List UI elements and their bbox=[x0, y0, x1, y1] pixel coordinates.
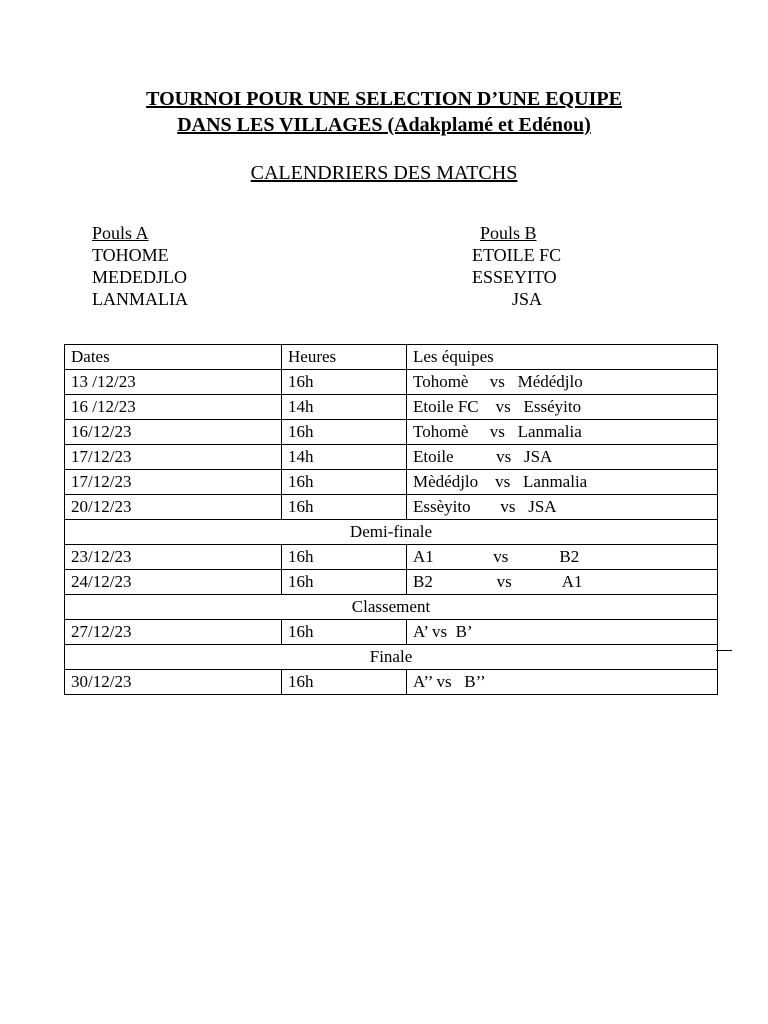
pool-b-team: ETOILE FC bbox=[472, 245, 562, 265]
pool-b bbox=[472, 222, 561, 310]
header-dates: Dates bbox=[65, 345, 282, 370]
pool-a-team: LANMALIA bbox=[92, 289, 188, 309]
cell-match: Tohomè vs Médédjlo bbox=[407, 370, 718, 395]
table-row bbox=[65, 495, 718, 520]
cell-date: 23/12/23 bbox=[65, 545, 282, 570]
cell-time: 16h bbox=[282, 545, 407, 570]
phase-finale: Finale bbox=[65, 645, 718, 670]
header-heures: Heures bbox=[282, 345, 407, 370]
pool-b-team: ESSEYITO bbox=[472, 267, 557, 287]
pool-a-label: Pouls A bbox=[92, 223, 149, 243]
schedule-table bbox=[64, 344, 718, 695]
cell-time: 16h bbox=[282, 470, 407, 495]
cell-match: Mèdédjlo vs Lanmalia bbox=[407, 470, 718, 495]
header-equipes: Les équipes bbox=[407, 345, 718, 370]
cell-date: 13 /12/23 bbox=[65, 370, 282, 395]
table-border-stub bbox=[716, 650, 732, 651]
cell-match: A’ vs B’ bbox=[407, 620, 718, 645]
cell-time: 16h bbox=[282, 620, 407, 645]
phase-row bbox=[65, 645, 718, 670]
pool-b-label: Pouls B bbox=[480, 223, 537, 243]
cell-match: Etoile vs JSA bbox=[407, 445, 718, 470]
cell-time: 16h bbox=[282, 570, 407, 595]
pool-a-team: TOHOME bbox=[92, 245, 169, 265]
table-header-row bbox=[65, 345, 718, 370]
phase-classement: Classement bbox=[65, 595, 718, 620]
cell-time: 16h bbox=[282, 420, 407, 445]
table-row bbox=[65, 670, 718, 695]
phase-row bbox=[65, 520, 718, 545]
table-row bbox=[65, 570, 718, 595]
table-row bbox=[65, 445, 718, 470]
cell-match: Essèyito vs JSA bbox=[407, 495, 718, 520]
cell-match: Etoile FC vs Esséyito bbox=[407, 395, 718, 420]
cell-time: 16h bbox=[282, 495, 407, 520]
phase-demi-finale: Demi-finale bbox=[65, 520, 718, 545]
pool-a-team: MEDEDJLO bbox=[92, 267, 187, 287]
cell-time: 16h bbox=[282, 370, 407, 395]
cell-time: 14h bbox=[282, 445, 407, 470]
cell-match: A’’ vs B’’ bbox=[407, 670, 718, 695]
cell-date: 24/12/23 bbox=[65, 570, 282, 595]
table-row bbox=[65, 395, 718, 420]
cell-time: 14h bbox=[282, 395, 407, 420]
cell-date: 16 /12/23 bbox=[65, 395, 282, 420]
cell-date: 20/12/23 bbox=[65, 495, 282, 520]
pool-b-team: JSA bbox=[512, 289, 543, 309]
phase-row bbox=[65, 595, 718, 620]
cell-date: 16/12/23 bbox=[65, 420, 282, 445]
table-row bbox=[65, 470, 718, 495]
document-subtitle: CALENDRIERS DES MATCHS bbox=[250, 162, 518, 184]
cell-date: 17/12/23 bbox=[65, 470, 282, 495]
table-row bbox=[65, 370, 718, 395]
cell-match: B2 vs A1 bbox=[407, 570, 718, 595]
document-title-line2: DANS LES VILLAGES (Adakplamé et Edénou) bbox=[177, 114, 591, 136]
cell-date: 17/12/23 bbox=[65, 445, 282, 470]
table-row bbox=[65, 420, 718, 445]
cell-date: 27/12/23 bbox=[65, 620, 282, 645]
document-title-line1: TOURNOI POUR UNE SELECTION D’UNE EQUIPE bbox=[146, 88, 622, 110]
pool-a bbox=[92, 222, 188, 310]
cell-date: 30/12/23 bbox=[65, 670, 282, 695]
table-row bbox=[65, 545, 718, 570]
cell-time: 16h bbox=[282, 670, 407, 695]
table-row bbox=[65, 620, 718, 645]
cell-match: Tohomè vs Lanmalia bbox=[407, 420, 718, 445]
cell-match: A1 vs B2 bbox=[407, 545, 718, 570]
